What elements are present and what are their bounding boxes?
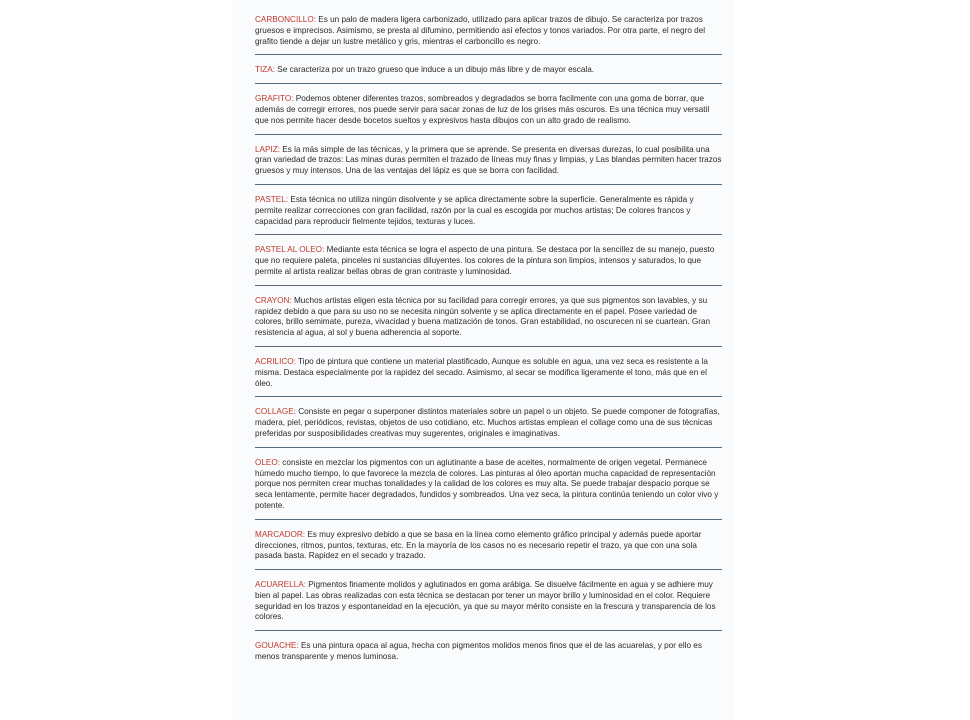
entry-text: Pigmentos finamente molidos y aglutinados en goma arábiga. Se disuelve fácilmente en agua y se adhiere muy bien al papel. Las obras realizadas con esta técnica se destacan por tener un mayor brillo y luminosidad en el color. Requiere seguridad en los trazos y espontaneidad en la ejecución, ya que su mayor mérito consiste en la frescura y transparencia de los colores. (255, 580, 716, 622)
entry-text: Es un palo de madera ligera carbonizado, utilizado para aplicar trazos de dibujo. Se caracteriza por trazos gruesos e imprecisos. Asimismo, se presta al difumino, permitiendo así efectos y tonos variados. Por otra parte, el negro del grafito tiende a dejar un lustre metálico y gris, mientras el carboncillo es negro. (255, 15, 706, 46)
entry-term: GRAFITO: (255, 94, 294, 104)
entry-term: GOUACHE: (255, 641, 299, 651)
entry-term: MARCADOR: (255, 529, 306, 539)
entry-text: Es una pintura opaca al agua, hecha con pigmentos molidos menos finos que el de las acuarelas, y por ello es menos transparente y menos luminosa. (255, 641, 702, 662)
entry-term: TIZA: (255, 65, 276, 75)
entry-term: PASTEL: (255, 194, 289, 204)
entry-term: COLLAGE: (255, 407, 296, 417)
entry-text: consiste en mezclar los pigmentos con un aglutinante a base de aceites, normalmente de origen vegetal. Permanece húmedo mucho tiempo, lo que favorece la mezcla de colores. Las pinturas al óleo aportan mucha capacidad de representación porque nos permiten crear muchas tonalidades y la calidad de los colores es muy alta. Se puede trabajar despacio porque se seca lentamente, permite hacer degradados, fundidos y sombreados. Una vez seca, la pintura continúa teniendo un color vivo y potente. (255, 457, 719, 510)
entry-text: Podemos obtener diferentes trazos, sombreados y degradados se borra facilmente con una goma de borrar, que además de corregir errores, nos puede servir para sacar zonas de luz de los grises más oscuros. Es una técnica muy versatil que nos permite hacer desde bocetos sueltos y expresivos hasta dibujos con un alto grado de realismo. (255, 94, 710, 125)
entry-lapiz (255, 145, 722, 185)
entry-pastel-al-oleo (255, 245, 722, 285)
entry-text: Consiste en pegar o superponer distintos materiales sobre un papel o un objeto. Se puede componer de fotografías, madera, piel, periódicos, revistas, objetos de uso cotidiano, etc. Muchos artistas emplean el collage como una de sus técnicas preferidas por susposibilidades creativas muy sugerentes, originales e imaginativas. (255, 407, 720, 438)
entry-term: PASTEL AL OLEO: (255, 245, 325, 255)
entry-carboncillo (255, 15, 722, 55)
entry-text: Tipo de pintura que contiene un material plastificado, Aunque es soluble en agua, una vez seca es resistente a la misma. Destaca especialmente por la rapidez del secado. Asimismo, al secar se modifica ligeramente el tono, más que en el óleo. (255, 356, 708, 388)
entry-text: Esta técnica no utiliza ningún disolvente y se aplica directamente sobre la superficie. Generalmente es rápida y permite realizar correcciones con gran facilidad, razón por la cual es escogida por muchos artistas; De colores francos y capacidad para reproducir fielmente tejidos, texturas y luces. (255, 194, 694, 226)
entry-pastel (255, 195, 722, 235)
entry-acrilico (255, 357, 722, 397)
entry-text: Se caracteriza por un trazo grueso que induce a un dibujo más libre y de mayor escala. (275, 65, 595, 75)
entry-oleo (255, 458, 722, 520)
entries-list (255, 15, 722, 680)
entry-crayon (255, 296, 722, 347)
entry-text: Muchos artistas eligen esta técnica por su facilidad para corregir errores, ya que sus pigmentos son lavables, y su rapidez debido a que para su uso no se necesita ningún solvente y se aplica directamente en el papel. Posee variedad de colores, brillo semimate, pureza, vivacidad y buena matización de tonos. Gran estabilidad, no oscurecen ni se cuartean. Gran resistencia al agua, al sol y buena adherencia al soporte. (255, 295, 711, 338)
entry-tiza (255, 65, 722, 84)
entry-acuarella (255, 580, 722, 631)
entry-grafito (255, 94, 722, 134)
document-page (232, 0, 734, 720)
entry-marcador (255, 530, 722, 570)
entry-term: ACUARELLA: (255, 580, 306, 590)
entry-text: Mediante esta técnica se logra el aspecto de una pintura. Se destaca por la sencillez de su manejo, puesto que no requiere paleta, pinceles ni sustancias diluyentes. los colores de la pintura son limpios, intensos y saturados, lo que permite al artista realizar bellas obras de gran contraste y luminosidad. (255, 245, 715, 276)
entry-gouache (255, 641, 722, 670)
entry-term: CARBONCILLO: (255, 15, 316, 24)
entry-collage (255, 407, 722, 447)
entry-text: Es muy expresivo debido a que se basa en la línea como elemento gráfico principal y además puede aportar direcciones, ritmos, puntos, texturas, etc. En la mayoría de los casos no es necesario repetir el trazo, ya que con una sola pasada basta. Rapidez en el secado y trazado. (255, 529, 702, 561)
entry-term: CRAYON: (255, 295, 292, 305)
entry-text: Es la más simple de las técnicas, y la primera que se aprende. Se presenta en diversas durezas, lo cual posibilita una gran variedad de trazos: Las minas duras permiten el trazado de líneas muy finas y limpias, y Las blandas permiten hacer trazos gruesos y muy intensos. Una de las ventajas del lápiz es que se borra con facilidad. (255, 144, 722, 176)
entry-term: LAPIZ: (255, 144, 281, 154)
entry-term: OLEO: (255, 457, 281, 467)
entry-term: ACRILICO: (255, 356, 296, 366)
